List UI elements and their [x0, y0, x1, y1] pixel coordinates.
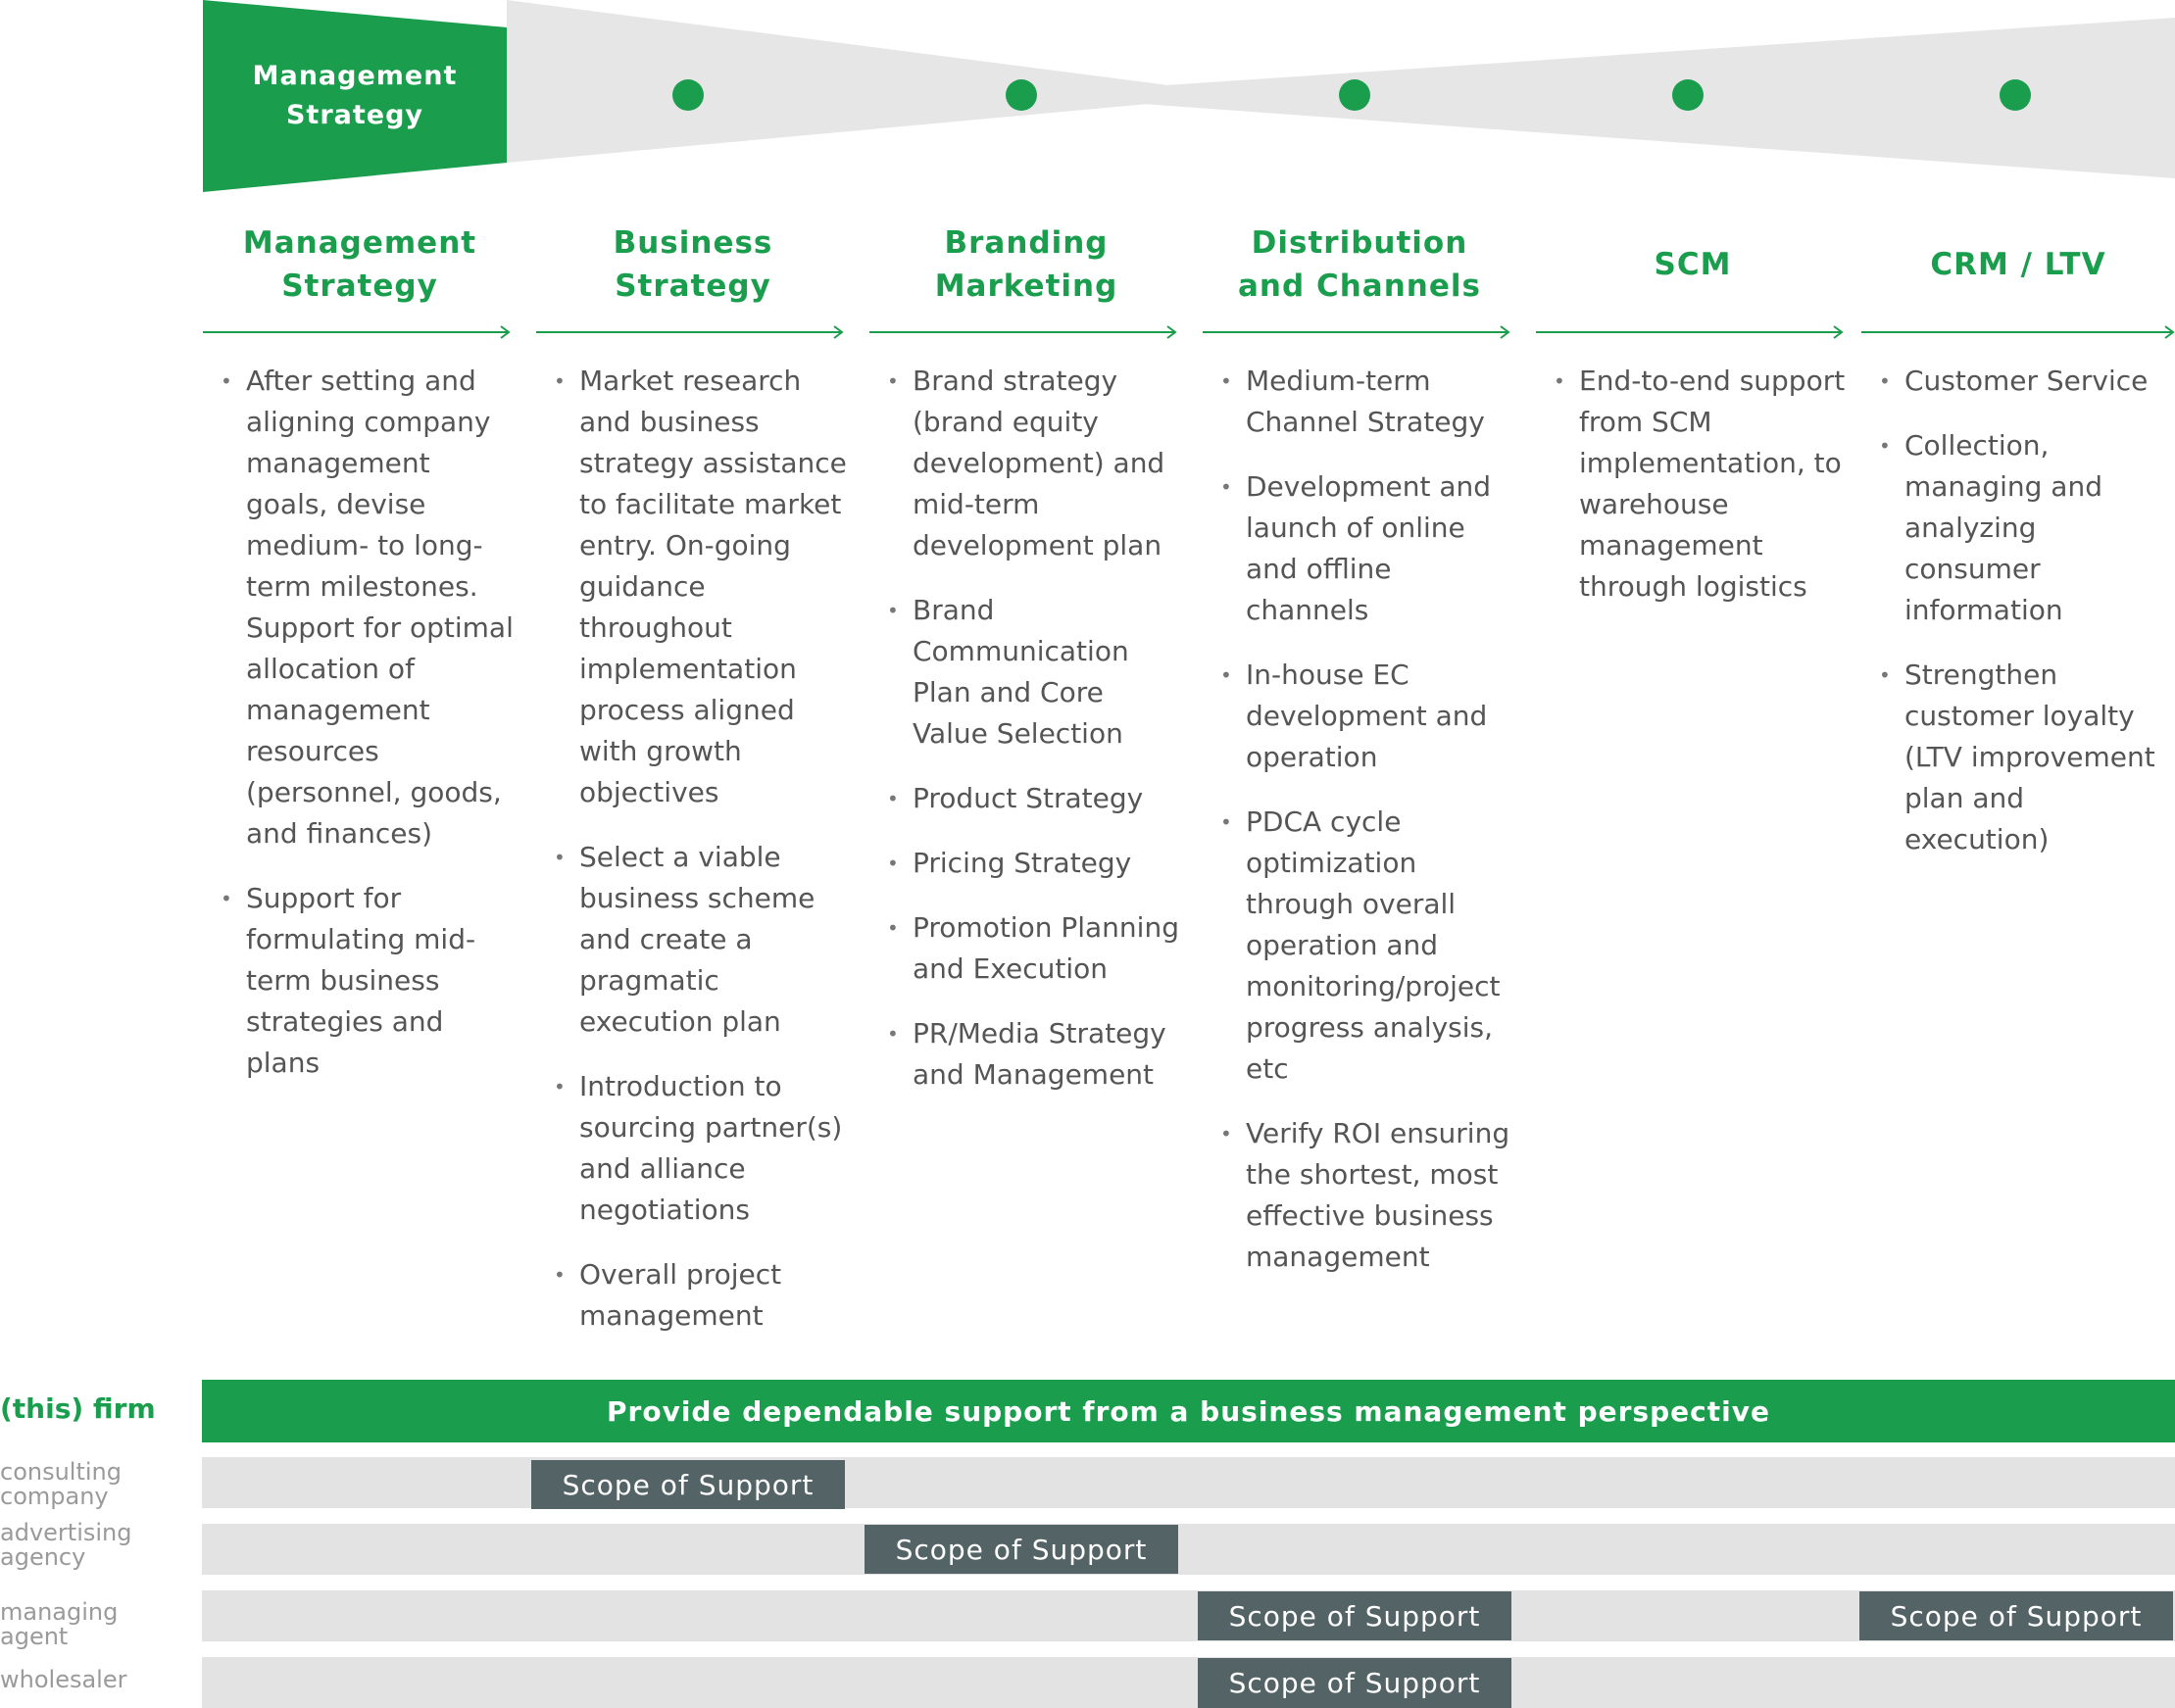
list-item-text: Strengthen customer loyalty (LTV improvement plan and execution) — [1904, 659, 2155, 855]
stage-dot-icon — [1339, 79, 1370, 111]
list-item-text: After setting and aligning company management goals, devise medium- to long-term milestones. Support for optimal allocation of management resources (personnel, goods, and finances) — [246, 365, 514, 850]
bullet-icon: • — [1879, 369, 1891, 393]
stage-dot-icon — [672, 79, 704, 111]
column-title: SCM — [1654, 247, 1732, 282]
list-item-text: PR/Media Strategy and Management — [913, 1017, 1166, 1091]
row-bar-wholesaler — [202, 1657, 2175, 1708]
stage-dot-icon — [1672, 79, 1704, 111]
list-item — [869, 907, 1183, 990]
bullet-icon: • — [1220, 1122, 1232, 1146]
bullet-icon: • — [1220, 663, 1232, 687]
list-item — [869, 1013, 1183, 1096]
list-item — [536, 361, 850, 813]
list-item-text: In-house EC development and operation — [1246, 659, 1488, 773]
scope-of-support-box: Scope of Support — [1198, 1591, 1511, 1640]
bullet-icon: • — [887, 1022, 899, 1046]
bullet-icon: • — [1220, 369, 1232, 393]
row-label-managing-agent: managing agent — [0, 1598, 119, 1650]
column-items — [869, 361, 1183, 1119]
column-title: CRM / LTV — [1930, 247, 2106, 282]
column-items — [536, 361, 850, 1360]
arrow-right-icon — [869, 325, 1183, 339]
stage-dot-icon — [2000, 79, 2031, 111]
list-item — [869, 778, 1183, 819]
list-item — [1203, 361, 1516, 443]
bullet-icon: • — [554, 1075, 566, 1098]
column-items — [1861, 361, 2175, 884]
row-bar-consulting-company — [202, 1457, 2175, 1508]
list-item-text: Development and launch of online and offline channels — [1246, 470, 1492, 626]
bullet-icon: • — [554, 846, 566, 869]
column-scm — [1536, 216, 1850, 603]
list-item-text: Product Strategy — [913, 782, 1144, 814]
column-management-strategy — [203, 216, 517, 1079]
scope-of-support-box: Scope of Support — [1198, 1658, 1511, 1708]
arrow-right-icon — [536, 325, 850, 339]
list-item — [869, 843, 1183, 884]
column-distribution-channels — [1203, 216, 1516, 1273]
list-item — [536, 837, 850, 1043]
arrow-right-icon — [1203, 325, 1516, 339]
column-title: Distribution and Channels — [1238, 225, 1481, 304]
column-items — [1203, 361, 1516, 1301]
bullet-icon: • — [887, 369, 899, 393]
list-item-text: Brand strategy (brand equity development) and mid-term development plan — [913, 365, 1165, 561]
bullet-icon: • — [1554, 369, 1565, 393]
list-item — [1536, 361, 1850, 608]
list-item — [1203, 802, 1516, 1090]
list-item-text: Medium-term Channel Strategy — [1246, 365, 1485, 438]
list-item-text: Introduction to sourcing partner(s) and alliance negotiations — [579, 1070, 843, 1226]
bullet-icon: • — [1879, 434, 1891, 458]
list-item — [869, 590, 1183, 755]
column-title: Management Strategy — [242, 225, 477, 304]
list-item-text: End-to-end support from SCM implementation, to warehouse management through logistics — [1579, 365, 1846, 603]
list-item-text: PDCA cycle optimization through overall operation and monitoring/project progress analysis, etc — [1246, 805, 1501, 1085]
scope-of-support-box: Scope of Support — [865, 1525, 1178, 1574]
list-item — [1861, 655, 2175, 860]
list-item — [203, 878, 517, 1084]
list-item-text: Customer Service — [1904, 365, 2149, 397]
bullet-icon: • — [887, 916, 899, 940]
column-items — [203, 361, 517, 1107]
column-title: Business Strategy — [613, 225, 773, 304]
arrow-right-icon — [1536, 325, 1850, 339]
stage-dot-icon — [1006, 79, 1037, 111]
funnel-left-wedge — [507, 0, 1245, 163]
list-item-text: Pricing Strategy — [913, 847, 1132, 879]
scope-of-support-box: Scope of Support — [1859, 1591, 2173, 1640]
list-item — [1203, 466, 1516, 631]
arrow-right-icon — [203, 325, 517, 339]
firm-row-label: (this) firm — [0, 1392, 156, 1425]
list-item — [1861, 361, 2175, 402]
bullet-icon: • — [221, 887, 232, 910]
list-item — [1203, 655, 1516, 778]
list-item-text: Collection, managing and analyzing consumer information — [1904, 429, 2102, 626]
row-bar-advertising-agency — [202, 1524, 2175, 1575]
bullet-icon: • — [554, 369, 566, 393]
column-crm-ltv — [1861, 216, 2175, 855]
column-branding-marketing — [869, 216, 1183, 1091]
row-label-consulting-company: consulting company — [0, 1458, 122, 1510]
list-item — [536, 1254, 850, 1337]
funnel-start-label: Management Strategy — [252, 61, 458, 130]
list-item-text: Support for formulating mid-term business strategies and plans — [246, 882, 476, 1079]
list-item-text: Market research and business strategy assistance to facilitate market entry. On-going guidance throughout implementation process aligned with growth objectives — [579, 365, 847, 808]
bullet-icon: • — [554, 1263, 566, 1287]
bullet-icon: • — [221, 369, 232, 393]
bullet-icon: • — [887, 852, 899, 875]
list-item — [1861, 425, 2175, 631]
bullet-icon: • — [887, 599, 899, 622]
list-item-text: Brand Communication Plan and Core Value Selection — [913, 594, 1129, 750]
list-item-text: Select a viable business scheme and create a pragmatic execution plan — [579, 841, 816, 1038]
bullet-icon: • — [1879, 663, 1891, 687]
bullet-icon: • — [1220, 475, 1232, 499]
list-item-text: Overall project management — [579, 1258, 782, 1332]
bullet-icon: • — [887, 787, 899, 810]
column-business-strategy — [536, 216, 850, 1332]
row-label-wholesaler: wholesaler — [0, 1666, 127, 1693]
list-item-text: Verify ROI ensuring the shortest, most effective business management — [1246, 1117, 1510, 1273]
row-label-advertising-agency: advertising agency — [0, 1519, 132, 1571]
scope-of-support-box: Scope of Support — [531, 1460, 845, 1509]
firm-statement-bar: Provide dependable support from a business management perspective — [202, 1380, 2175, 1442]
list-item — [869, 361, 1183, 566]
column-title: Branding Marketing — [934, 225, 1118, 304]
arrow-right-icon — [1861, 325, 2175, 339]
column-items — [1536, 361, 1850, 631]
bullet-icon: • — [1220, 810, 1232, 834]
list-item — [203, 361, 517, 854]
list-item — [1203, 1113, 1516, 1278]
list-item-text: Promotion Planning and Execution — [913, 911, 1179, 985]
list-item — [536, 1066, 850, 1231]
